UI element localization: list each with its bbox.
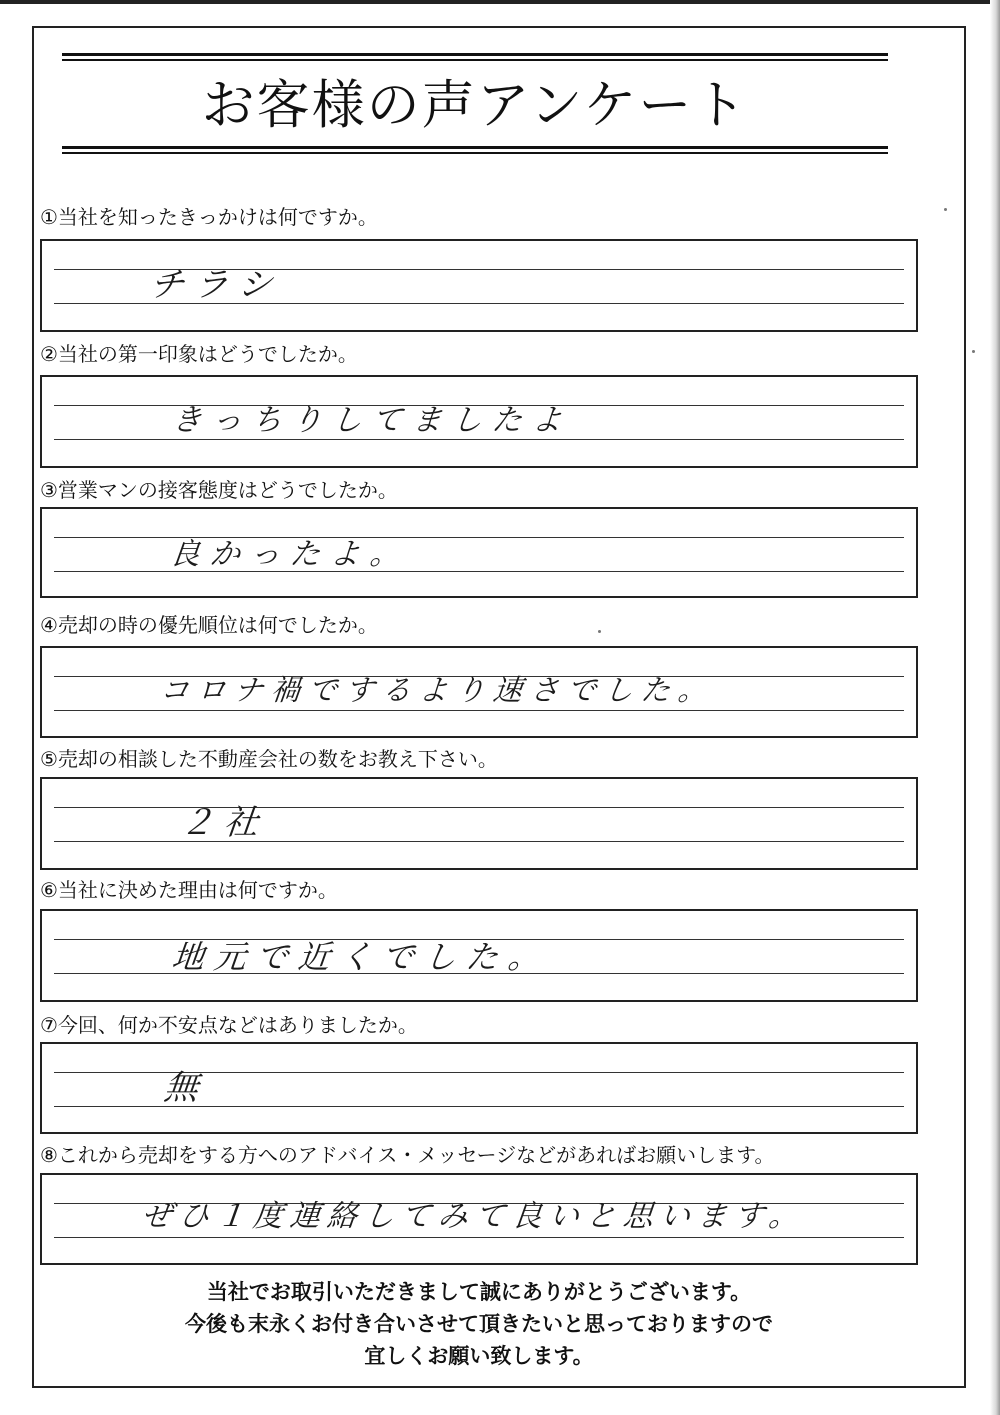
answer-5-handwriting: ２社 — [177, 803, 271, 843]
answer-3-handwriting: 良かったよ。 — [168, 537, 412, 572]
title-rule-top — [62, 53, 888, 61]
answer-box-4 — [40, 646, 918, 738]
answer-box-8 — [40, 1173, 918, 1265]
answer-6-handwriting: 地元で近くでした。 — [170, 938, 553, 976]
closing-line-2: 今後も末永くお付き合いさせて頂きたいと思っておりますので — [185, 1312, 773, 1336]
title-rule-bottom — [62, 146, 888, 154]
scan-speck — [944, 208, 947, 211]
answer-rule — [54, 710, 904, 711]
answer-rule — [54, 1237, 904, 1238]
answer-2-handwriting: きっちりしてましたよ — [170, 403, 574, 438]
answer-box-6 — [40, 909, 918, 1002]
closing-line-3: 宜しくお願い致します。 — [364, 1344, 594, 1368]
scan-right-edge — [990, 0, 1000, 1415]
answer-box-2 — [40, 375, 918, 468]
answer-8-handwriting: ぜひ１度連絡してみて良いと思います。 — [140, 1199, 808, 1234]
question-4: ④売却の時の優先順位は何でしたか。 — [40, 613, 378, 637]
answer-box-3 — [40, 507, 918, 598]
question-8: ⑧これから売却をする方へのアドバイス・メッセージなどがあればお願いします。 — [40, 1143, 775, 1167]
question-6: ⑥当社に決めた理由は何ですか。 — [40, 878, 338, 902]
answer-box-5 — [40, 777, 918, 870]
question-3: ③営業マンの接客態度はどうでしたか。 — [40, 478, 398, 502]
question-5: ⑤売却の相談した不動産会社の数をお教え下さい。 — [40, 747, 498, 771]
page-title: お客様の声アンケート — [201, 75, 749, 136]
answer-7-handwriting: 無 — [161, 1068, 211, 1108]
answer-1-handwriting: チラシ — [147, 265, 285, 305]
question-1: ①当社を知ったきっかけは何ですか。 — [40, 205, 378, 229]
question-2: ②当社の第一印象はどうでしたか。 — [40, 342, 358, 366]
answer-4-handwriting: コロナ禍でするより速さでした。 — [158, 673, 717, 707]
answer-box-1 — [40, 239, 918, 332]
question-7: ⑦今回、何か不安点などはありましたか。 — [40, 1013, 418, 1037]
scan-speck — [598, 630, 601, 633]
answer-box-7 — [40, 1042, 918, 1134]
scan-top-edge — [0, 0, 1000, 4]
scan-speck — [972, 350, 975, 353]
closing-line-1: 当社でお取引いただきまして誠にありがとうございます。 — [206, 1280, 752, 1304]
